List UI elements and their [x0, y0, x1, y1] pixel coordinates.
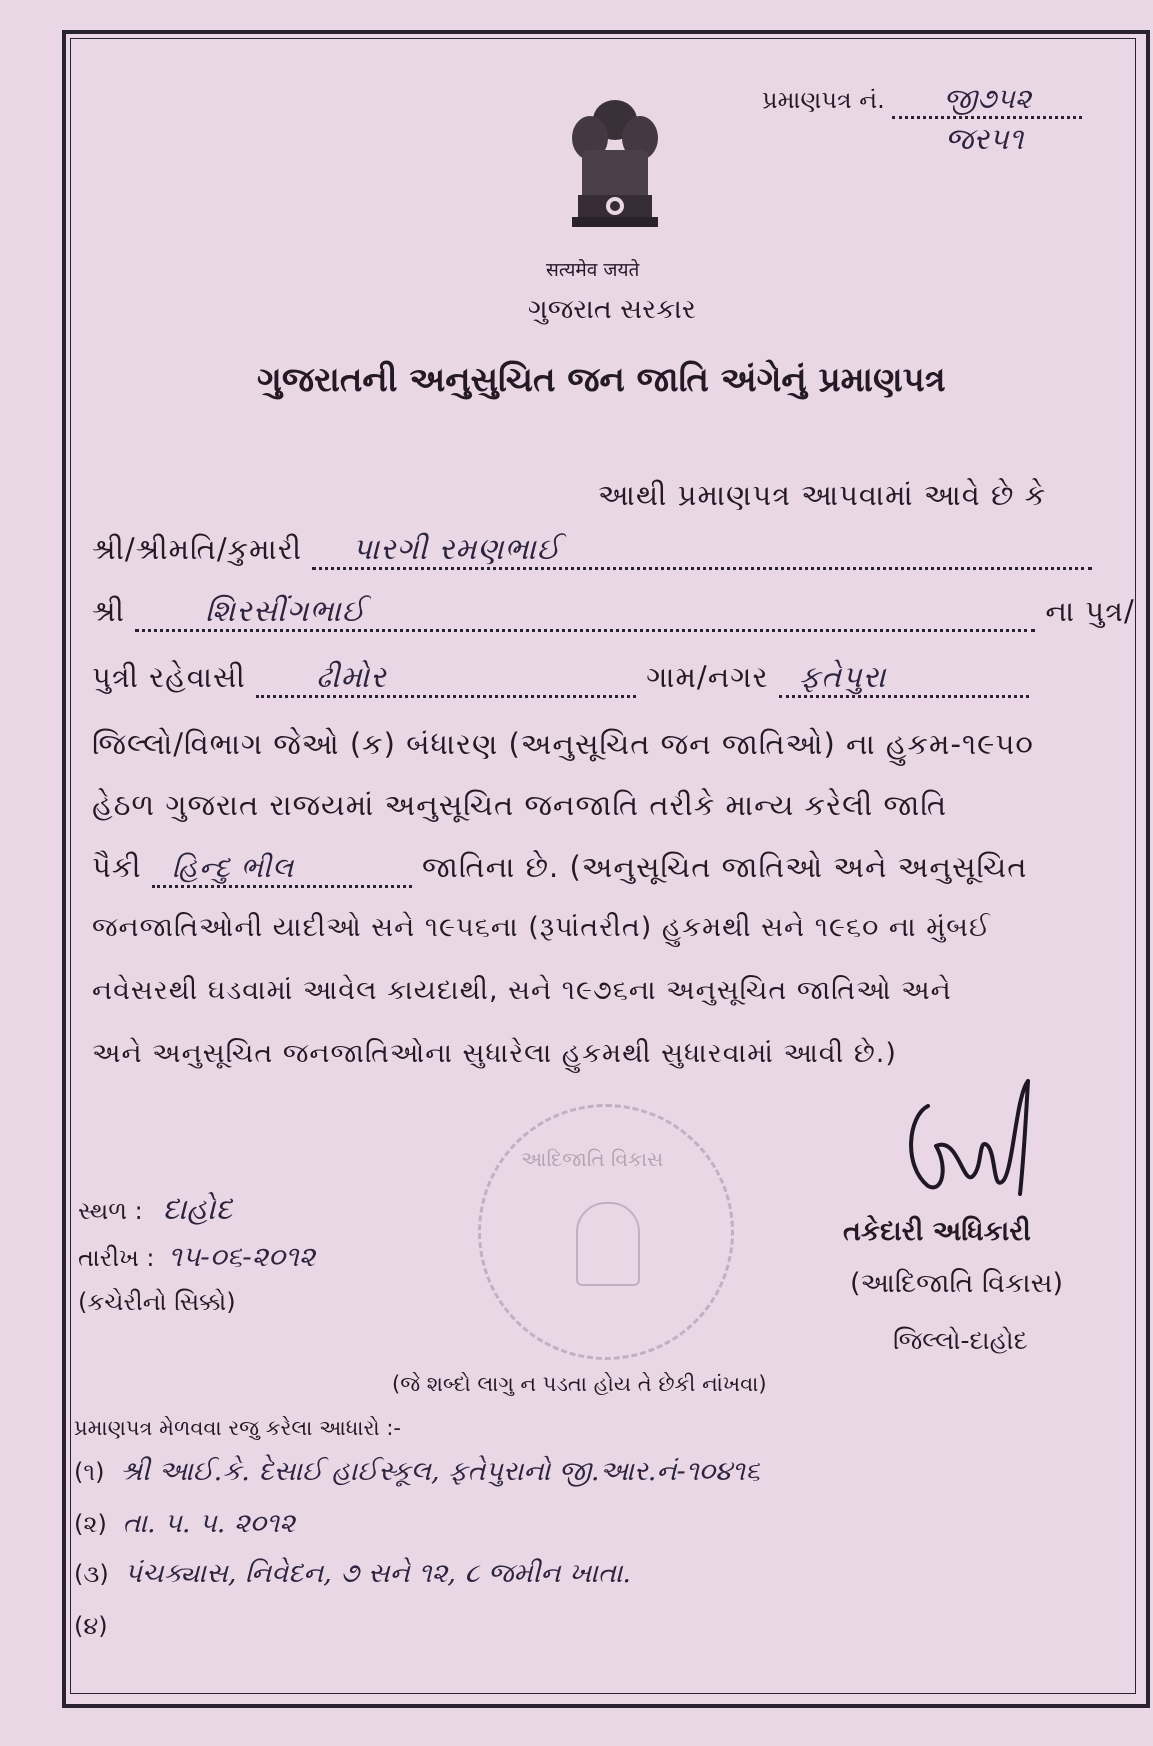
- caste-label: પૈકી: [92, 850, 142, 884]
- resident-row: [92, 660, 1029, 698]
- motto: सत्यमेव जयते: [546, 259, 640, 281]
- doc-text: તા. ૫. ૫. ૨૦૧૨: [122, 1508, 296, 1539]
- date-row: [78, 1240, 315, 1274]
- resident-label: પુત્રી રહેવાસી: [92, 660, 246, 694]
- resident-value: ઢીમોર: [256, 660, 636, 698]
- doc-num: (૨): [74, 1510, 107, 1538]
- father-row: [92, 594, 1135, 632]
- stamp-emblem-icon: [576, 1202, 640, 1286]
- doc-num: (૩): [74, 1560, 109, 1588]
- caste-value: હિન્દુ ભીલ: [152, 851, 412, 888]
- name-label: શ્રી/શ્રીમતિ/કુમારી: [92, 532, 302, 566]
- cert-no-value-2: જર૫૧: [945, 122, 1024, 157]
- name-row: [92, 532, 1092, 570]
- place-row: [78, 1192, 232, 1227]
- doc-num: (૧): [74, 1458, 105, 1486]
- cert-no-value: જી૭૫૨: [892, 82, 1082, 119]
- office-seal-label: (કચેરીનો સિક્કો): [78, 1288, 236, 1316]
- date-value: ૧૫-૦૬-૨૦૧૨: [168, 1240, 316, 1273]
- stamp-text: આદિજાતિ વિકાસ: [521, 1147, 664, 1171]
- father-label: શ્રી: [92, 594, 125, 628]
- strike-note: (જે શબ્દો લાગુ ન પડતા હોય તે છેકી નાંખવા): [392, 1372, 767, 1396]
- government-name: ગુજરાત સરકાર: [528, 294, 696, 325]
- date-label: તારીખ :: [78, 1244, 155, 1272]
- officer-department: (આદિજાતિ વિકાસ): [850, 1268, 1064, 1299]
- body-line-3: જાતિના છે. (અનુસૂચિત જાતિઓ અને અનુસૂચિત: [422, 850, 1028, 884]
- body-line-2: હેઠળ ગુજરાત રાજયમાં અનુસૂચિત જનજાતિ તરીકે માન્ય કરેલી જાતિ: [92, 788, 948, 822]
- doc-row: [74, 1456, 760, 1488]
- doc-row: [74, 1610, 116, 1641]
- emblem-icon: [560, 90, 670, 250]
- village-value: ફતેપુરા: [779, 660, 1029, 698]
- body-line-6: અને અનુસૂચિત જનજાતિઓના સુધારેલા હુકમથી સુધારવામાં આવી છે.): [92, 1038, 897, 1069]
- name-value: પારગી રમણભાઈ: [312, 532, 1092, 570]
- doc-text: શ્રી આઈ.કે. દેસાઈ હાઈસ્કૂલ, ફતેપુરાનો જી.આર.નં-૧૦૪૧૬: [120, 1456, 761, 1487]
- son-of-label: ના પુત્ર/: [1045, 594, 1135, 628]
- officer-title: તકેદારી અધિકારી: [843, 1216, 1031, 1247]
- father-value: શિરસીંગભાઈ: [135, 594, 1035, 632]
- cert-no-label: પ્રમાણપત્ર નં.: [762, 86, 885, 114]
- office-stamp: [478, 1104, 734, 1360]
- officer-district: જિલ્લો-દાહોદ: [893, 1326, 1028, 1355]
- doc-num: (૪): [74, 1612, 108, 1640]
- doc-row: [74, 1508, 295, 1540]
- intro-text: આથી પ્રમાણપત્ર આપવામાં આવે છે કે: [598, 478, 1047, 512]
- body-line-4: જનજાતિઓની યાદીઓ સને ૧૯૫૬ના (રૂપાંતરીત) હુકમથી સને ૧૯૬૦ ના મુંબઈ: [92, 912, 991, 943]
- doc-row: [74, 1558, 631, 1590]
- signature: [888, 1076, 1038, 1210]
- place-label: સ્થળ :: [78, 1197, 143, 1225]
- caste-row: [92, 850, 1027, 888]
- body-line-1: જિલ્લો/વિભાગ જેઓ (ક) બંધારણ (અનુસૂચિત જન જાતિઓ) ના હુકમ-૧૯૫૦: [92, 727, 1034, 761]
- page-title: ગુજરાતની અનુસુચિત જન જાતિ અંગેનું પ્રમાણપત્ર: [257, 360, 946, 400]
- docs-heading: પ્રમાણપત્ર મેળવવા રજુ કરેલા આધારો :-: [74, 1416, 401, 1440]
- doc-text: પંચક્યાસ, નિવેદન, ૭ સને ૧૨, ૮ જમીન ખાતા.: [124, 1558, 631, 1589]
- certificate-number: [762, 82, 1082, 119]
- body-line-5: નવેસરથી ઘડવામાં આવેલ કાયદાથી, સને ૧૯૭૬ના અનુસૂચિત જાતિઓ અને: [92, 975, 952, 1006]
- village-label: ગામ/નગર: [646, 660, 769, 694]
- place-value: દાહોદ: [162, 1192, 233, 1227]
